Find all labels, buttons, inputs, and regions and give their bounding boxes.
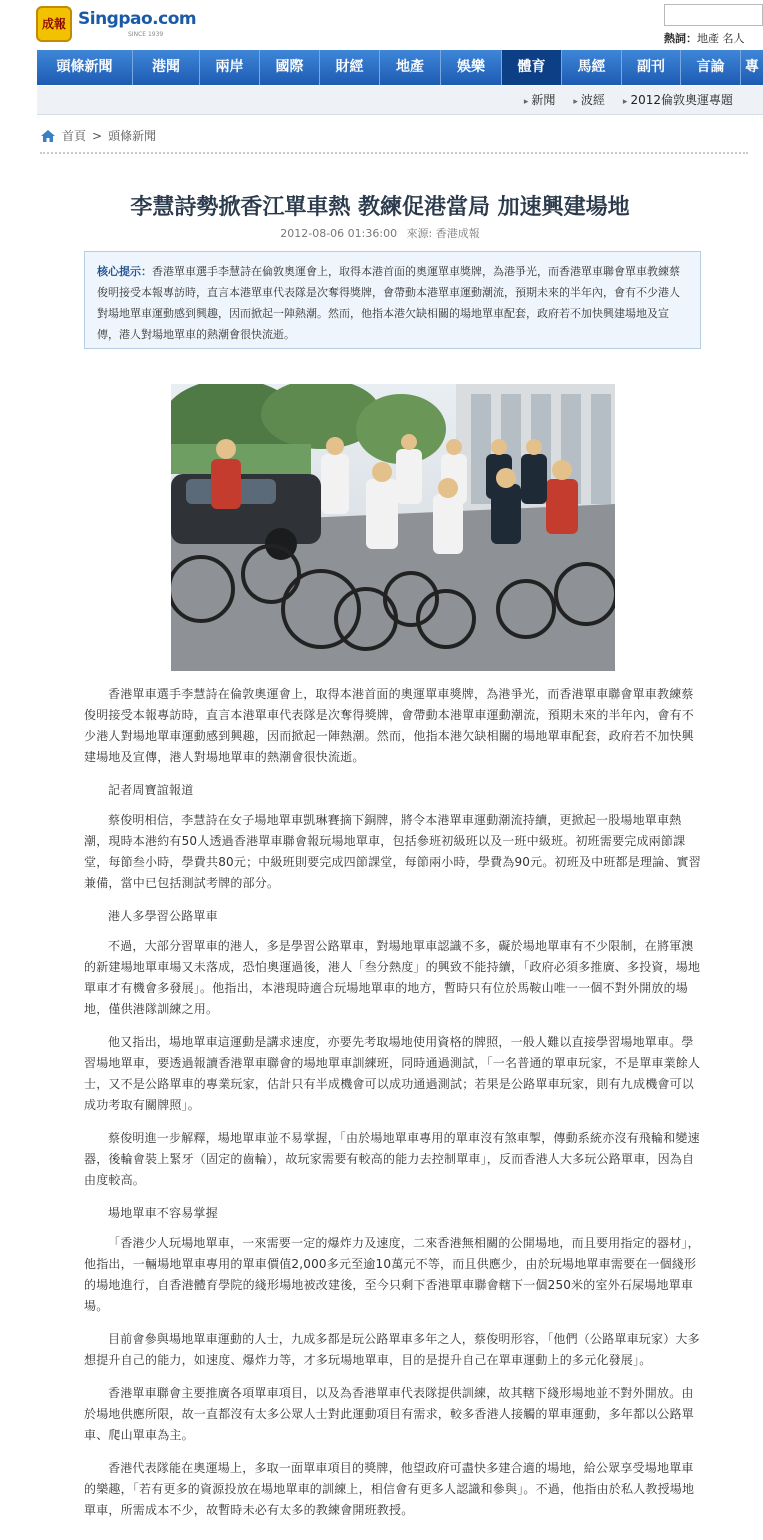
- bullet-icon: ▸: [573, 97, 578, 107]
- breadcrumb-home[interactable]: 首頁: [62, 129, 87, 143]
- nav-item-property[interactable]: 地產: [380, 50, 441, 85]
- home-icon: [40, 129, 56, 143]
- subnav-item-football[interactable]: [573, 86, 605, 114]
- logo-since: SINCE 1939: [128, 31, 164, 38]
- nav-item-sports[interactable]: 體育: [502, 50, 562, 85]
- subnav-label: 2012倫敦奧運專題: [630, 93, 733, 107]
- hot-words-label: 熱詞：: [664, 32, 697, 45]
- subnav-label: 新聞: [531, 93, 556, 107]
- article-paragraph: 他又指出，場地單車這運動是講求速度，亦要先考取場地使用資格的牌照，一般人難以直接學習場地單車。學習場地單車，要透過報讀香港單車聯會的場地單車訓練班，同時通過測試，「一名普通的單車玩家，不是單車業餘人士，又不是公路單車的專業玩家，估計只有半成機會可以成功通過測試；若果是公路單車玩家，則有九成機會可以成功考取有關牌照」。: [84, 1035, 701, 1112]
- nav-item-opinion[interactable]: 言論: [681, 50, 741, 85]
- summary-label: 核心提示：: [97, 265, 152, 278]
- article-paragraph: 香港代表隊能在奧運場上，多取一面單車項目的獎牌，他望政府可盡快多建合適的場地，給公眾享受場地單車的樂趣，「若有更多的資源投放在場地單車的訓練上，相信會有更多人認識和參與」。不過，他指由於私人教授場地單車，所需成本不少，故暫時未必有太多的教練會開班教授。: [84, 1461, 695, 1517]
- article-paragraph: 香港單車聯會主要推廣各項單車項目，以及為香港單車代表隊提供訓練，故其轄下綫形場地並不對外開放。由於場地供應所限，故一直都沒有太多公眾人士對此運動項目有需求，較多香港人接觸的單車運動，多年都以公路單車、爬山單車為主。: [84, 1386, 695, 1442]
- nav-item-special[interactable]: 專: [745, 59, 759, 75]
- bullet-icon: ▸: [622, 97, 628, 107]
- article-meta: [40, 225, 720, 241]
- search-input[interactable]: [664, 4, 763, 26]
- article-paragraph: 「香港少人玩場地單車，一來需要一定的爆炸力及速度，二來香港無相關的公開場地，而且要用指定的器材」，他指出，一輛場地單車專用的單車價值2,000多元至逾10萬元不等，而且供應少，由於玩場地單車需要在一個綫形的場地進行，自香港體育學院的綫形場地被改建後，至今只剩下香港單車聯會轄下一個250米的室外石屎場地單車場。: [84, 1236, 700, 1313]
- section-subheading: 場地單車不容易掌握: [108, 1206, 218, 1220]
- article-summary: [84, 251, 701, 349]
- logo-badge: 成報: [36, 6, 72, 42]
- sub-nav: [37, 86, 763, 115]
- summary-text: 香港單車選手李慧詩在倫敦奧運會上，取得本港首面的奧運單車獎牌，為港爭光，而香港單車聯會單車教練蔡俊明接受本報專訪時，直言本港單車代表隊是次奪得獎牌，會帶動本港單車運動潮流，預期未來的半年內，會有不少港人對場地單車運動感到興趣，因而掀起一陣熱潮。然而，他指本港欠缺相關的場地單車配套，政府若不加快興建場地及宣傳，港人對場地單車的熱潮會很快流逝。: [97, 265, 680, 341]
- article-paragraph: 蔡俊明進一步解釋，場地單車並不易掌握，「由於場地單車專用的單車沒有煞車掣，傳動系統亦沒有飛輪和變速器，後輪會裝上緊牙（固定的齒輪），故玩家需要有較高的能力去控制單車」，反而香港人大多玩公路單車，因為自由度較高。: [84, 1131, 700, 1187]
- nav-item-finance[interactable]: 財經: [320, 50, 380, 85]
- article-photo: [171, 384, 615, 671]
- nav-item-local[interactable]: 港聞: [133, 50, 200, 85]
- hot-words-links[interactable]: 地產 名人: [697, 32, 745, 45]
- article-source: 來源: 香港成報: [406, 227, 480, 240]
- logo-name: Singpao.com: [78, 9, 197, 29]
- divider: [40, 152, 748, 154]
- subnav-item-olympics[interactable]: [623, 86, 733, 114]
- article-paragraph: 不過，大部分習單車的港人，多是學習公路單車，對場地單車認識不多，礙於場地單車有不少限制，在將軍澳的新建場地單車場又未落成，恐怕奧運過後，港人「叁分熱度」的興致不能持續，「政府必須多推廣、多投資，場地單車才有機會多發展」。他指出，本港現時適合玩場地單車的地方，暫時只有位於馬鞍山唯一一個不對外開放的場地，僅供港隊訓練之用。: [84, 939, 701, 1016]
- article-paragraph: 蔡俊明相信，李慧詩在女子場地單車凱琳賽摘下銅牌，將令本港單車運動潮流持續，更掀起一股場地單車熱潮，現時本港約有50人透過香港單車聯會報玩場地單車，包括參班初級班以及一班中級班。初班需要完成兩節課堂，每節叁小時，學費共80元；中級班則要完成四節課堂，每節兩小時，學費為90元。初班及中班都是理論、實習兼備，當中已包括測試考牌的部分。: [84, 813, 701, 890]
- article-datetime: 2012-08-06 01:36:00: [280, 227, 398, 240]
- nav-item-headlines[interactable]: 頭條新聞: [37, 50, 133, 85]
- site-header: [0, 0, 763, 48]
- subnav-item-news[interactable]: [524, 86, 556, 114]
- article-title: 李慧詩勢掀香江單車熱 教練促港當局 加速興建場地: [130, 194, 630, 220]
- breadcrumb-current[interactable]: 頭條新聞: [108, 129, 157, 143]
- article-paragraph: 香港單車選手李慧詩在倫敦奧運會上，取得本港首面的奧運單車獎牌，為港爭光，而香港單車聯會單車教練蔡俊明接受本報專訪時，直言本港單車代表隊是次奪得獎牌，會帶動本港單車運動潮流，預期未來的半年內，會有不少港人對場地單車運動感到興趣，因而掀起一陣熱潮。然而，他指本港欠缺相關的場地單車配套，政府若不加快興建場地及宣傳，港人對場地單車的熱潮會很快流逝。: [84, 687, 695, 764]
- section-subheading: 港人多學習公路單車: [108, 909, 218, 923]
- subnav-label: 波經: [580, 93, 605, 107]
- bullet-icon: ▸: [523, 97, 529, 107]
- site-logo[interactable]: [36, 6, 197, 44]
- nav-item-racing[interactable]: 馬經: [562, 50, 622, 85]
- nav-item-entertainment[interactable]: 娛樂: [441, 50, 502, 85]
- reporter-line: 記者周寶誼報道: [108, 783, 194, 797]
- breadcrumb-separator: >: [92, 129, 103, 143]
- breadcrumb: [40, 126, 156, 146]
- nav-item-supplement[interactable]: 副刊: [622, 50, 681, 85]
- hot-words: [664, 30, 745, 46]
- nav-item-cross-strait[interactable]: 兩岸: [200, 50, 260, 85]
- article-paragraph: 目前會參與場地單車運動的人士，九成多都是玩公路單車多年之人，蔡俊明形容，「他們（公路單車玩家）大多想提升自己的能力，如速度、爆炸力等，才多玩場地單車，目的是提升自己在單車運動上的多元化發展」。: [84, 1332, 700, 1367]
- main-nav: [37, 50, 763, 85]
- article-body: [84, 684, 701, 1533]
- nav-item-international[interactable]: 國際: [260, 50, 320, 85]
